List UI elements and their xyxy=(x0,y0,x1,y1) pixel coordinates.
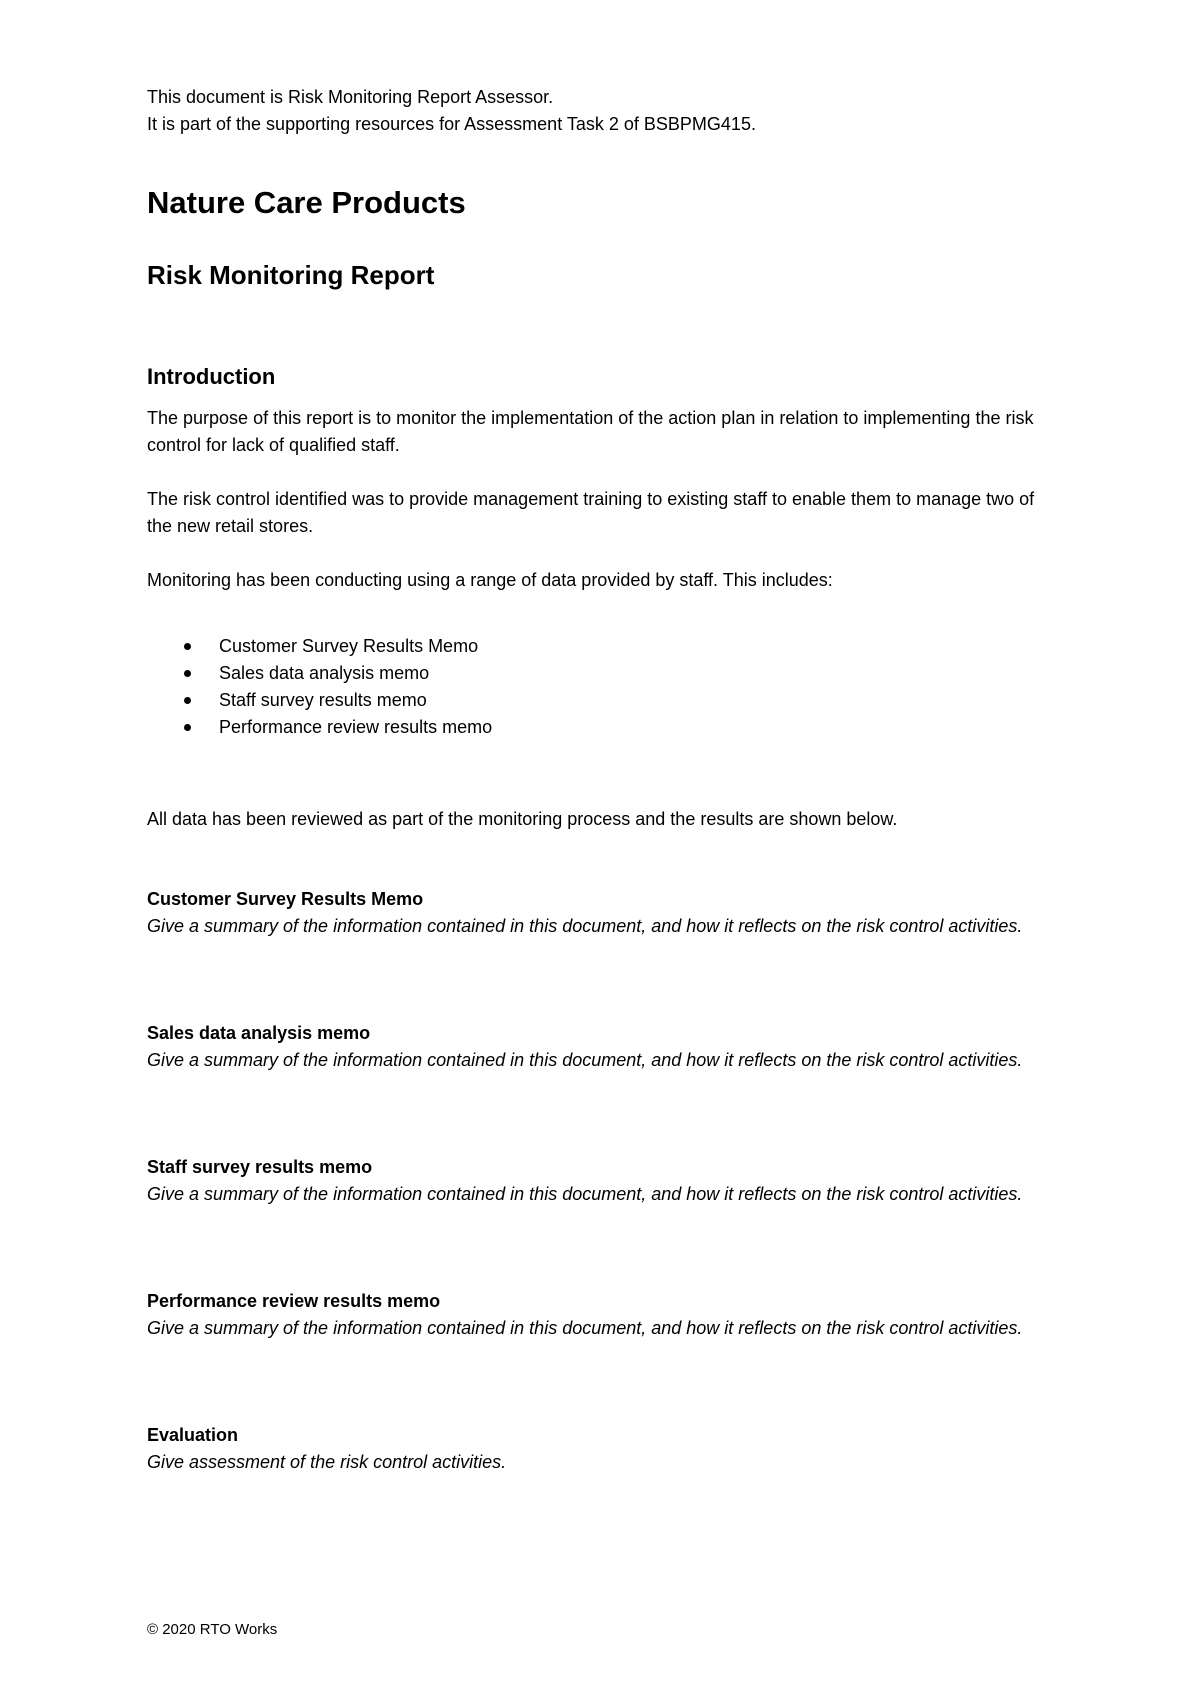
memo-heading: Sales data analysis memo xyxy=(147,1023,371,1043)
memo-instruction: Give a summary of the information contained in this document, and how it reflects on the risk control activities. xyxy=(147,1050,1023,1070)
document-page xyxy=(147,0,1067,1698)
memo-section-sales-data xyxy=(147,1020,1062,1074)
memo-heading: Staff survey results memo xyxy=(147,1157,373,1177)
introduction-paragraph-risk-control: The risk control identified was to provide management training to existing staff to enable them to manage two of the new retail stores. xyxy=(147,489,1035,536)
introduction-heading: Introduction xyxy=(147,364,276,389)
list-item-label: Performance review results memo xyxy=(219,717,493,737)
preamble xyxy=(147,84,756,138)
list-item xyxy=(147,687,492,714)
list-item-label: Customer Survey Results Memo xyxy=(219,636,479,656)
list-item xyxy=(147,660,492,687)
list-item xyxy=(147,633,492,660)
memo-section-customer-survey xyxy=(147,886,1062,940)
data-sources-list xyxy=(147,633,492,741)
bullet-icon xyxy=(184,670,191,677)
memo-heading: Customer Survey Results Memo xyxy=(147,889,424,909)
document-title: Nature Care Products xyxy=(147,185,466,220)
memo-instruction: Give a summary of the information contained in this document, and how it reflects on the risk control activities. xyxy=(147,1318,1023,1338)
bullet-icon xyxy=(184,697,191,704)
list-item xyxy=(147,714,492,741)
memo-instruction: Give a summary of the information contained in this document, and how it reflects on the risk control activities. xyxy=(147,1184,1023,1204)
introduction-paragraph-monitoring: Monitoring has been conducting using a range of data provided by staff. This includes: xyxy=(147,570,833,590)
evaluation-heading: Evaluation xyxy=(147,1425,239,1445)
evaluation-instruction: Give assessment of the risk control activities. xyxy=(147,1452,507,1472)
memo-instruction: Give a summary of the information contained in this document, and how it reflects on the risk control activities. xyxy=(147,916,1023,936)
bullet-icon xyxy=(184,643,191,650)
list-item-label: Sales data analysis memo xyxy=(219,663,430,683)
memo-section-staff-survey xyxy=(147,1154,1062,1208)
introduction-closing: All data has been reviewed as part of the monitoring process and the results are shown below. xyxy=(147,809,898,829)
bullet-icon xyxy=(184,724,191,731)
list-item-label: Staff survey results memo xyxy=(219,690,427,710)
copyright-footer: © 2020 RTO Works xyxy=(147,1621,278,1638)
memo-heading: Performance review results memo xyxy=(147,1291,441,1311)
introduction-paragraph-purpose: The purpose of this report is to monitor the implementation of the action plan in relation to implementing the risk control for lack of qualified staff. xyxy=(147,408,1034,455)
evaluation-section xyxy=(147,1422,1062,1476)
preamble-line-1: This document is Risk Monitoring Report Assessor. xyxy=(147,87,554,107)
preamble-line-2: It is part of the supporting resources for Assessment Task 2 of BSBPMG415. xyxy=(147,114,756,134)
document-subtitle: Risk Monitoring Report xyxy=(147,260,435,290)
memo-section-performance-review xyxy=(147,1288,1062,1342)
